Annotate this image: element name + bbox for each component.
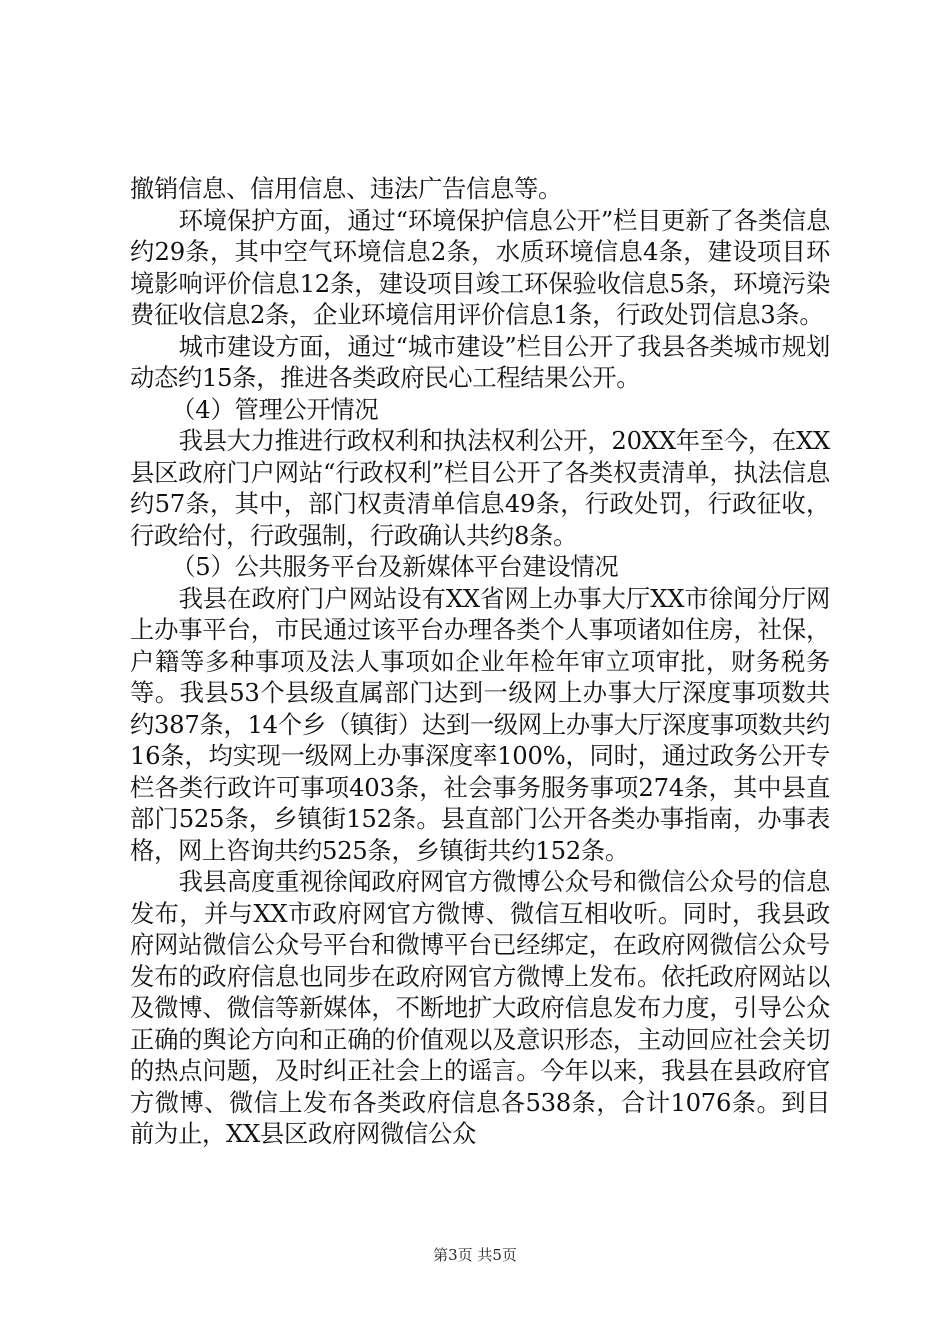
paragraph-administrative-power: 我县大力推进行政权利和执法权利公开，20XX年至今，在XX县区政府门户网站“行政权利”栏目公开了各类权责清单，执法信息约57条，其中，部门权责清单信息49条，行政处罚，行政征收，行政给付，行政强制，行政确认共约8条。 xyxy=(130,426,830,550)
page-number-footer: 第3页 共5页 xyxy=(433,1246,517,1264)
paragraph-environment: 环境保护方面，通过“环境保护信息公开”栏目更新了各类信息约29条，其中空气环境信息2条，水质环境信息4条，建设项目环境影响评价信息12条，建设项目竣工环保验收信息5条，环境污染费征收信息2条，企业环境信用评价信息1条，行政处罚信息3条。 xyxy=(130,205,830,329)
section-heading-management: （4）管理公开情况 xyxy=(171,394,379,424)
paragraph-online-service-hall: 我县在政府门户网站设有XX省网上办事大厅XX市徐闻分厅网上办事平台，市民通过该平台办理各类个人事项诸如住房，社保，户籍等多种事项及法人事项如企业年检年审立项审批，财务税务等。我县53个县级直属部门达到一级网上办事大厅深度事项数共约387条，14个乡（镇街）达到一级网上办事大厅深度事项数共约16条，均实现一级网上办事深度率100%，同时，通过政务公开专栏各类行政许可事项403条，社会事务服务事项274条，其中县直部门525条，乡镇街152条。县直部门公开各类办事指南，办事表格，网上咨询共约525条，乡镇街共约152条。 xyxy=(130,583,830,865)
section-heading-public-service: （5）公共服务平台及新媒体平台建设情况 xyxy=(171,552,619,581)
paragraph-continuation: 撤销信息、信用信息、违法广告信息等。 xyxy=(130,174,562,203)
paragraph-urban-construction: 城市建设方面，通过“城市建设”栏目公开了我县各类城市规划动态约15条，推进各类政府民心工程结果公开。 xyxy=(130,331,830,392)
paragraph-new-media: 我县高度重视徐闻政府网官方微博公众号和微信公众号的信息发布，并与XX市政府网官方微博、微信互相收听。同时，我县政府网站微信公众号平台和微博平台已经绑定，在政府网微信公众号发布的政府信息也同步在政府网官方微博上发布。依托政府网站以及微博、微信等新媒体，不断地扩大政府信息发布力度，引导公众正确的舆论方向和正确的价值观以及意识形态，主动回应社会关切的热点问题，及时纠正社会上的谣言。今年以来，我县在县政府官方微博、微信上发布各类政府信息各538条，合计1076条。到目前为止，XX县区政府网微信公众 xyxy=(130,867,830,1148)
document-body xyxy=(130,173,830,1150)
